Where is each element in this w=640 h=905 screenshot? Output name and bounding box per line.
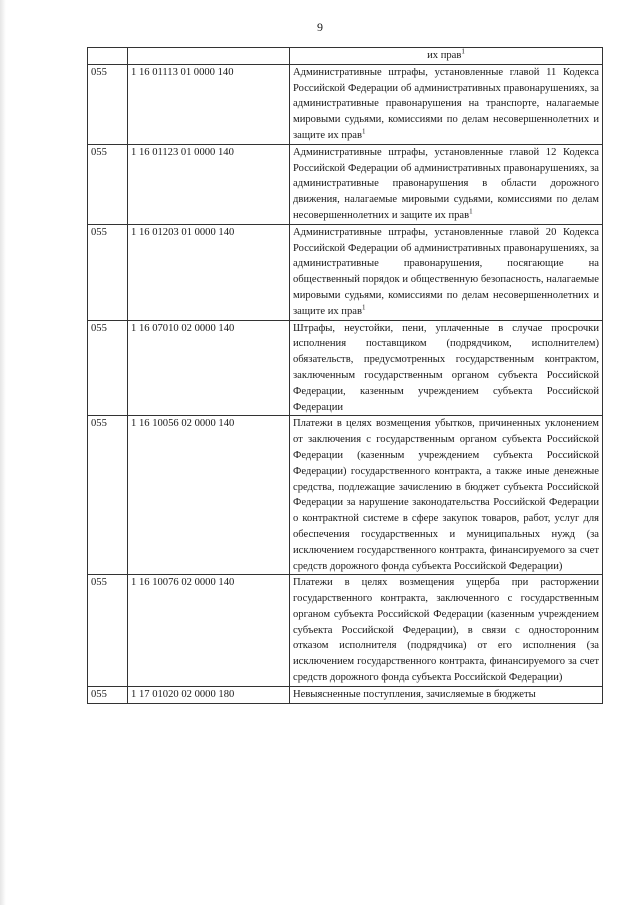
description-text: Платежи в целях возмещения ущерба при расторжении государственного контракта, заключенного с государственным органом субъекта Российской Федерации (казенным учреждением субъекта Российской Федерации), в связи с односторонним отказом исполнителя (подрядчика) от его исполнения (за исключением государственного контракта, финансируемого за счет средств дорожного фонда субъекта Российской Федерации) xyxy=(293,577,599,684)
table-row xyxy=(88,320,603,416)
description-cell xyxy=(290,416,603,575)
budget-code-cell: 1 16 01113 01 0000 140 xyxy=(128,64,290,144)
budget-code-cell: 1 16 01123 01 0000 140 xyxy=(128,144,290,224)
footnote-marker: 1 xyxy=(361,127,366,136)
budget-code-cell xyxy=(128,48,290,65)
footnote-marker: 1 xyxy=(469,207,473,216)
description-text: Платежи в целях возмещения убытков, причиненных уклонением от заключения с государственным органом субъекта Российской Федерации (казенным учреждением субъекта Российской Федерации) государственного контракта, а также иные денежные средства, подлежащие зачислению в бюджет субъекта Российской Федерации за нарушение законодательства Российской Федерации о контрактной системе в сфере закупок товаров, работ, услуг для обеспечения государственных и муниципальных нужд (за исключением государственного контракта, финансируемого за счет средств дорожного фонда субъекта Российской Федерации) xyxy=(293,418,599,572)
table-row xyxy=(88,64,603,144)
footnote-marker: 1 xyxy=(361,303,366,312)
table-row xyxy=(88,144,603,224)
table-row xyxy=(88,575,603,687)
scan-edge-shadow xyxy=(0,0,6,905)
admin-code-cell: 055 xyxy=(88,144,128,224)
description-cell xyxy=(290,686,603,703)
description-text: Административные штрафы, установленные главой 20 Кодекса Российской Федерации об административных правонарушениях, за административные правонарушения, посягающие на общественный порядок и общественную безопасность, налагаемые мировыми судьями, комиссиями по делам несовершеннолетних и защите их прав xyxy=(293,226,599,317)
admin-code-cell: 055 xyxy=(88,416,128,575)
description-text: Административные штрафы, установленные главой 12 Кодекса Российской Федерации об административных правонарушениях, за административные правонарушения в области дорожного движения, налагаемые мировыми судьями, комиссиями по делам несовершеннолетних и защите их прав xyxy=(293,146,599,221)
description-cell xyxy=(290,224,603,320)
table-row xyxy=(88,48,603,65)
admin-code-cell: 055 xyxy=(88,64,128,144)
admin-code-cell: 055 xyxy=(88,686,128,703)
description-cell xyxy=(290,575,603,687)
budget-code-cell: 1 16 01203 01 0000 140 xyxy=(128,224,290,320)
table-row xyxy=(88,224,603,320)
description-text: Административные штрафы, установленные главой 11 Кодекса Российской Федерации об административных правонарушениях, за административные правонарушения на транспорте, налагаемые мировыми судьями, комиссиями по делам несовершеннолетних и защите их прав xyxy=(293,66,599,141)
description-text: их прав xyxy=(427,50,462,61)
table-row xyxy=(88,416,603,575)
revenue-codes-table xyxy=(87,47,603,704)
table-row xyxy=(88,686,603,703)
page-number: 9 xyxy=(317,20,323,34)
description-cell xyxy=(290,48,603,65)
budget-code-cell: 1 16 10076 02 0000 140 xyxy=(128,575,290,687)
description-text: Невыясненные поступления, зачисляемые в бюджеты xyxy=(293,688,536,700)
admin-code-cell: 055 xyxy=(88,575,128,687)
admin-code-cell: 055 xyxy=(88,320,128,416)
budget-code-cell: 1 17 01020 02 0000 180 xyxy=(128,686,290,703)
description-cell xyxy=(290,320,603,416)
footnote-marker: 1 xyxy=(461,47,465,56)
budget-code-cell: 1 16 10056 02 0000 140 xyxy=(128,416,290,575)
admin-code-cell: 055 xyxy=(88,224,128,320)
description-cell xyxy=(290,64,603,144)
description-cell xyxy=(290,144,603,224)
description-text: Штрафы, неустойки, пени, уплаченные в случае просрочки исполнения поставщиком (подрядчиком, исполнителем) обязательств, предусмотренных государственным контрактом, заключенным государственным органом субъекта Российской Федерации, казенным учреждением субъекта Российской Федерации xyxy=(293,322,599,413)
admin-code-cell xyxy=(88,48,128,65)
budget-code-cell: 1 16 07010 02 0000 140 xyxy=(128,320,290,416)
